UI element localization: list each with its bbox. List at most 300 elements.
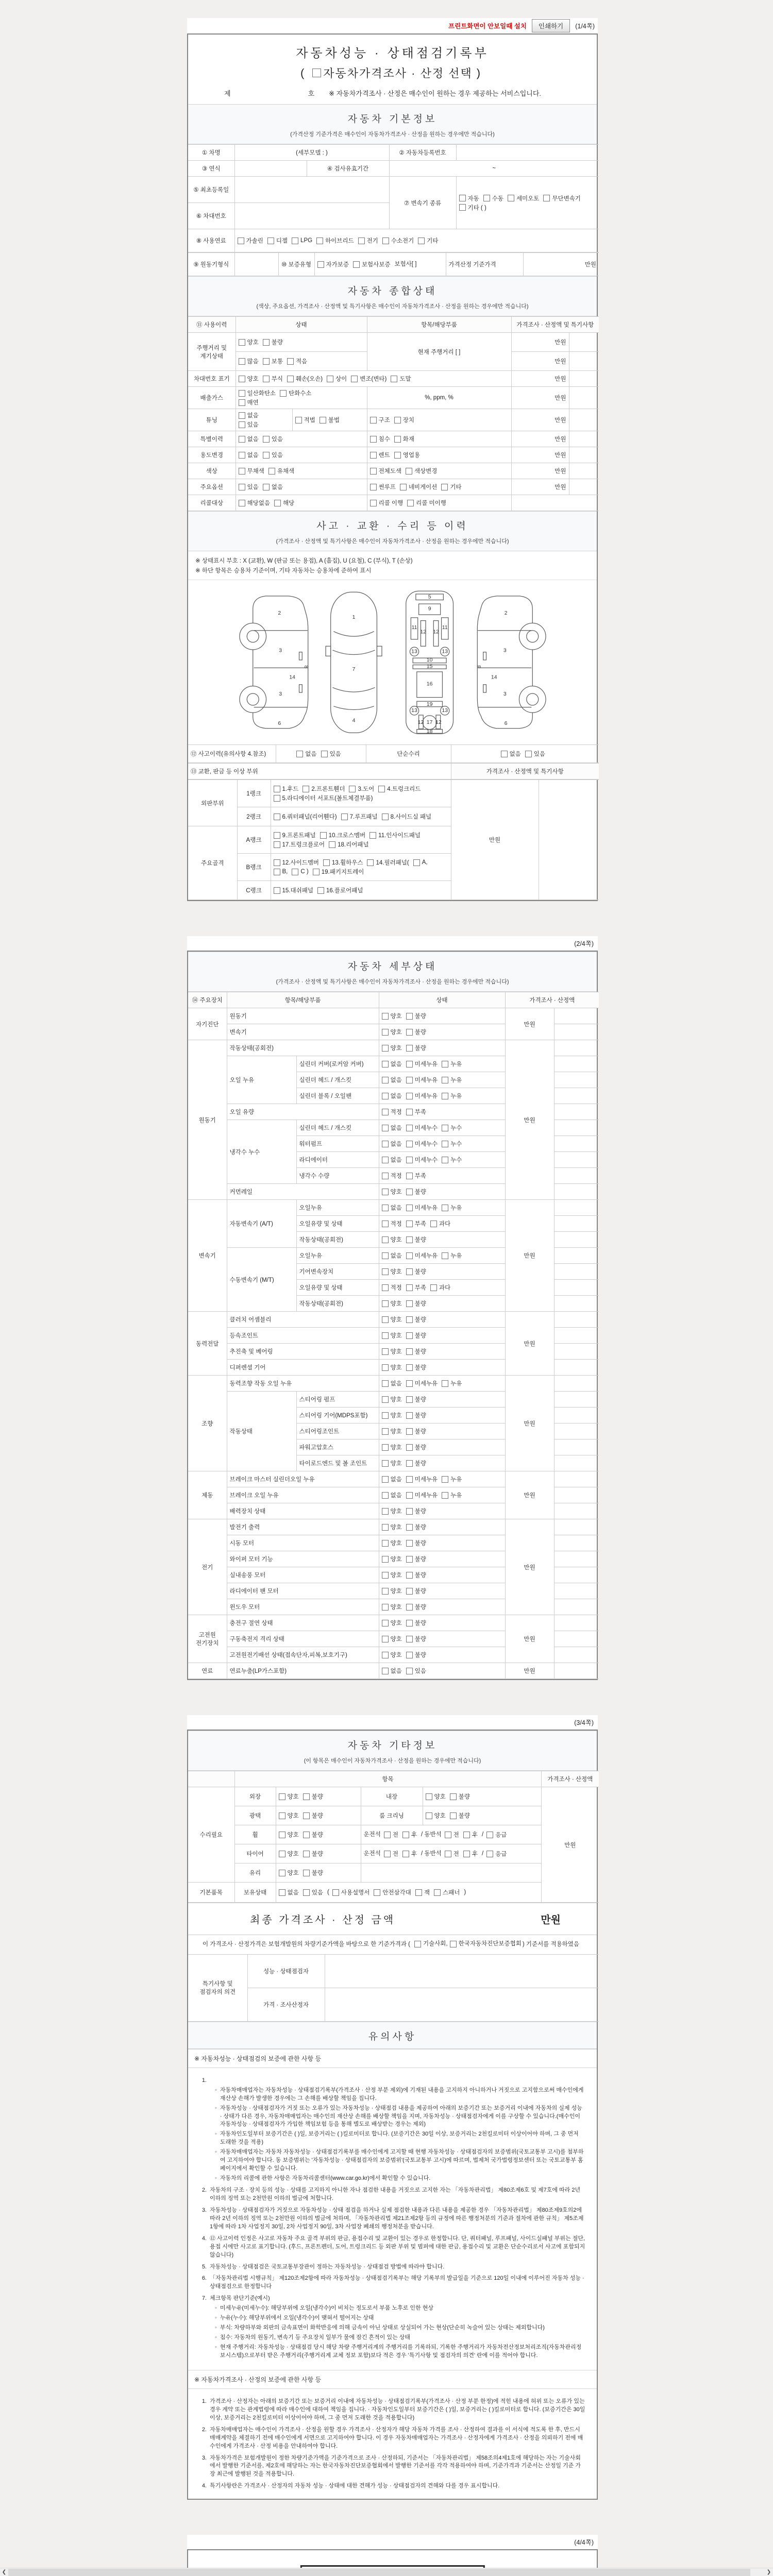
checkbox-icon [239, 436, 245, 443]
checkbox-option[interactable] [303, 1792, 323, 1801]
checkbox-option[interactable] [382, 1172, 402, 1180]
checkbox-option[interactable] [406, 1315, 426, 1324]
checkbox-option[interactable] [303, 1850, 323, 1858]
checkbox-icon [406, 1364, 413, 1371]
checkbox-option[interactable] [274, 840, 325, 849]
checkbox-option[interactable] [317, 886, 363, 894]
form-table [188, 144, 599, 252]
price-cell: 만원 [511, 479, 569, 495]
checkbox-option[interactable] [406, 1347, 426, 1355]
value-cell: ⑬ 교환, 판금 등 이상 부위 [188, 764, 451, 779]
checkbox-icon [263, 376, 270, 382]
value-cell: 단순수리 [366, 745, 451, 763]
notice-text: 자동차성능 · 상태점검은 국토교통부장관이 정하는 자동차성능 · 상태점검 방법에 따라야 합니다. [210, 2263, 445, 2270]
checkbox-option[interactable] [406, 1251, 438, 1260]
checkbox-icon [303, 1870, 310, 1876]
checkbox-option[interactable] [239, 499, 270, 507]
checkbox-option[interactable] [274, 794, 373, 802]
checkbox-option[interactable] [296, 750, 316, 758]
checkbox-option[interactable] [450, 1792, 470, 1801]
checkbox-option[interactable] [406, 1539, 426, 1547]
checkbox-option[interactable] [287, 357, 307, 365]
checkbox-option[interactable] [321, 750, 341, 758]
checkbox-option[interactable] [382, 1571, 402, 1579]
scrollbar-thumb[interactable] [8, 2569, 750, 2576]
checkbox-option[interactable] [382, 1539, 402, 1547]
label-cell: 타이어 [234, 1844, 276, 1863]
checkbox-option[interactable] [406, 1491, 438, 1499]
checkbox-option[interactable] [406, 1475, 438, 1483]
checkbox-option[interactable] [434, 1888, 460, 1896]
checkbox-option[interactable] [406, 467, 437, 475]
checkbox-option[interactable] [382, 1188, 402, 1196]
checkbox-option[interactable] [406, 1635, 426, 1643]
checkbox-option[interactable] [426, 1811, 446, 1820]
checkbox-option[interactable] [382, 1491, 402, 1499]
checkbox-icon [382, 1364, 389, 1371]
checkbox-option[interactable] [320, 416, 340, 424]
checkbox-option[interactable] [402, 1831, 417, 1839]
checkbox-option[interactable] [280, 389, 311, 397]
checkbox-option[interactable] [406, 1443, 426, 1451]
checkbox-option[interactable] [406, 1156, 438, 1164]
checkbox-option[interactable] [295, 416, 315, 424]
checkbox-option[interactable] [382, 1587, 402, 1595]
checkbox-option[interactable] [382, 236, 414, 245]
checkbox-option[interactable] [382, 1044, 402, 1052]
header-cell: 항목/해당부품 [227, 992, 379, 1008]
checkbox-option[interactable] [382, 1475, 402, 1483]
notice-text: 자동차성능 · 상태점검자가 거짓으로 자동차성능 · 상태 점검을 하거나 실제 점검한 내용과 다른 내용을 제공한 경우 「자동차관리법」 제80조제9호의2에 따라 2년 이하의 징역 또는 2천만원 이하의 벌금에 처하며, 「자동차관리법 제21조제2항 등의 규정에 따른 행정처분의 기준과 절차에 관한 규칙」 제5조제1항에 따라 1차 사업정지 30일, 2차 사업정지 90일, 3차 사업장 폐쇄의 행정처분을 받습니다. [210, 2207, 584, 2230]
checkbox-option[interactable] [382, 1204, 402, 1212]
checkbox-option[interactable] [303, 1869, 323, 1877]
checkbox-option[interactable] [274, 831, 316, 839]
checkbox-option[interactable] [370, 416, 390, 424]
checkbox-option[interactable] [382, 1251, 402, 1260]
checkbox-icon [321, 751, 328, 757]
checkbox-label: 없음 [305, 751, 317, 757]
checkbox-option[interactable] [268, 467, 294, 475]
checkbox-option[interactable] [303, 785, 345, 793]
checkbox-option[interactable] [382, 1395, 402, 1403]
checkbox-option[interactable] [406, 1172, 426, 1180]
checkbox-option[interactable] [274, 869, 288, 875]
checkbox-option[interactable] [263, 435, 283, 443]
checkbox-option[interactable] [442, 1491, 462, 1499]
checkbox-option[interactable] [316, 236, 354, 245]
checkbox-option[interactable] [442, 1156, 462, 1164]
checkbox-option[interactable] [382, 1379, 402, 1387]
checkbox-option[interactable] [370, 435, 390, 443]
checkbox-option[interactable] [382, 1347, 402, 1355]
checkbox-option[interactable] [279, 1831, 299, 1839]
checkbox-option[interactable] [239, 398, 259, 406]
checkbox-option[interactable] [382, 1219, 402, 1228]
notice-sub-text: 침수: 자동차의 원동기, 변속기 등 주요장치 일부가 물에 잠긴 흔적이 있는 상태 [220, 2334, 411, 2341]
checkbox-icon [406, 1268, 413, 1275]
checkbox-option[interactable] [274, 812, 337, 821]
checkbox-label: 불량 [414, 1620, 426, 1626]
value-cell: 와이퍼 모터 기능 [227, 1551, 379, 1567]
checkbox-option[interactable] [382, 1603, 402, 1611]
checkbox-option[interactable] [442, 1124, 462, 1132]
scroll-left-arrow[interactable]: ❮ [2, 2569, 7, 2575]
checkbox-option[interactable] [332, 1888, 370, 1896]
checkbox-option[interactable] [327, 375, 347, 383]
checkbox-label: 없음 [390, 1477, 402, 1483]
service-note: ※ 자동차가격조사 · 산정은 매수인이 원하는 경우 제공하는 서비스입니다. [329, 90, 542, 97]
checkbox-option[interactable] [442, 1076, 462, 1084]
checkbox-option[interactable] [406, 1124, 438, 1132]
checkbox-label: 장치 [402, 417, 414, 423]
checkbox-icon [263, 358, 270, 365]
checkbox-option[interactable] [394, 435, 414, 443]
label-cell: ⑩ 보증유형 [278, 253, 314, 276]
checkbox-option[interactable] [292, 238, 312, 244]
label-cell: ⑦ 변속기 종류 [389, 177, 456, 229]
checkbox-option[interactable] [543, 194, 581, 202]
checkbox-option[interactable] [450, 1940, 522, 1949]
checkbox-label: 구조 [378, 417, 390, 423]
checkbox-option[interactable] [382, 812, 431, 821]
checkbox-option[interactable] [406, 1283, 426, 1292]
checkbox-option[interactable] [406, 1267, 426, 1276]
checkbox-option[interactable] [430, 1219, 450, 1228]
checkbox-option[interactable] [442, 1140, 462, 1148]
checkbox-option[interactable] [382, 1076, 402, 1084]
checkbox-option[interactable] [382, 1427, 402, 1435]
checkbox-option[interactable] [406, 1012, 426, 1020]
checkbox-option[interactable] [382, 1140, 402, 1148]
label-cell: B랭크 [237, 854, 271, 881]
checkbox-option[interactable] [239, 411, 259, 419]
checkbox-option[interactable] [274, 858, 320, 867]
checkbox-option[interactable] [358, 236, 378, 245]
checkbox-option[interactable] [349, 785, 374, 793]
checkbox-option[interactable] [525, 750, 545, 758]
checkbox-option[interactable] [442, 1379, 462, 1387]
bullet-icon: ◦ [215, 2325, 217, 2331]
checkbox-option[interactable] [239, 467, 264, 475]
checkbox-option[interactable] [441, 483, 461, 491]
checkbox-option[interactable] [382, 1315, 402, 1324]
checkbox-option[interactable] [303, 1888, 323, 1896]
checkbox-label: 불량 [414, 1540, 426, 1547]
notice-number: 2. [201, 2426, 207, 2433]
checkbox-option[interactable] [382, 1363, 402, 1371]
notice-sub-item [215, 2314, 585, 2323]
checkbox-option[interactable] [406, 1555, 426, 1563]
checkbox-option[interactable] [303, 1831, 323, 1839]
checkbox-option[interactable] [382, 1635, 402, 1643]
checkbox-option[interactable] [406, 1587, 426, 1595]
checkbox-option[interactable] [450, 1811, 470, 1820]
checkbox-option[interactable] [313, 868, 364, 876]
checkbox-option[interactable] [459, 194, 479, 202]
checkbox-option[interactable] [442, 1475, 462, 1483]
checkbox-label: 훼손(오손) [295, 376, 323, 382]
checkbox-option[interactable] [445, 1831, 459, 1839]
checkbox-option[interactable] [442, 1060, 462, 1068]
value-cell [554, 1264, 599, 1280]
checkbox-icon [459, 195, 466, 201]
checkbox-option[interactable] [239, 483, 259, 491]
checkbox-option[interactable] [374, 1888, 411, 1896]
checkbox-option[interactable] [391, 375, 411, 383]
checkbox-label: 후 [472, 1851, 478, 1857]
checkbox-option[interactable] [400, 483, 438, 491]
print-button[interactable]: 인쇄하기 [532, 19, 570, 32]
checkbox-option[interactable] [238, 236, 263, 245]
checkbox-option[interactable] [263, 338, 283, 346]
checkbox-icon [382, 1332, 389, 1339]
checkbox-icon [430, 1221, 437, 1227]
label-cell: 외장 [234, 1787, 276, 1806]
checkbox-option[interactable] [382, 1012, 402, 1020]
checkbox-option[interactable] [292, 869, 308, 875]
checkbox-icon [406, 1556, 413, 1563]
checkbox-option[interactable] [508, 194, 539, 202]
checkbox-option[interactable] [382, 1028, 402, 1036]
checkbox-option[interactable] [378, 785, 421, 793]
checkbox-option[interactable] [382, 1619, 402, 1627]
checkbox-option[interactable] [382, 1092, 402, 1100]
checkbox-icon [501, 751, 508, 757]
checkbox-option[interactable] [394, 416, 414, 424]
checkbox-option[interactable] [394, 451, 420, 459]
checkbox-option[interactable] [317, 260, 349, 268]
checkbox-option[interactable] [413, 859, 428, 866]
checkbox-icon [406, 1077, 413, 1083]
checkbox-option[interactable] [445, 1850, 459, 1858]
price-cell: 만원 [505, 1312, 554, 1376]
checkbox-label: 누유 [450, 1077, 462, 1083]
checkbox-option[interactable] [415, 1888, 430, 1896]
checkbox-option[interactable] [406, 1427, 426, 1435]
checkbox-option[interactable] [384, 1850, 398, 1858]
checkbox-option[interactable] [353, 260, 391, 268]
value-cell [379, 1455, 505, 1471]
checkbox-option[interactable] [382, 1651, 402, 1659]
checkbox-label: 누유 [450, 1477, 462, 1483]
checkbox-option[interactable] [402, 1850, 417, 1858]
checkbox-option[interactable] [406, 1667, 426, 1675]
checkbox-icon [279, 1870, 285, 1876]
value-cell [379, 1024, 505, 1040]
checkbox-option[interactable] [239, 435, 259, 443]
value-cell [367, 409, 511, 431]
checkbox-icon [303, 1793, 310, 1800]
checkbox-option[interactable] [406, 1459, 426, 1467]
checkbox-option[interactable] [370, 499, 404, 507]
checkbox-option[interactable] [459, 204, 486, 212]
checkbox-icon [274, 859, 280, 866]
checkbox-option[interactable] [239, 338, 259, 346]
checkbox-option[interactable] [382, 1411, 402, 1419]
checkbox-option[interactable] [279, 1811, 299, 1820]
checkbox-option[interactable] [263, 451, 283, 459]
value-cell [276, 745, 366, 763]
checkbox-option[interactable] [406, 1044, 426, 1052]
checkbox-option[interactable] [426, 1792, 446, 1801]
checkbox-label: 없음 [390, 1061, 402, 1067]
checkbox-option[interactable] [239, 357, 259, 365]
value-cell [554, 1024, 599, 1040]
checkbox-option[interactable] [279, 1888, 299, 1896]
panel-number: 1 [352, 614, 355, 620]
checkbox-option[interactable] [486, 1831, 507, 1839]
checkbox-option[interactable] [406, 1076, 438, 1084]
checkbox-option[interactable] [384, 1831, 398, 1839]
checkbox-option[interactable] [382, 1299, 402, 1308]
checkbox-option[interactable] [406, 1028, 426, 1036]
checkbox-icon [239, 390, 245, 397]
value-cell [554, 1104, 599, 1120]
checkbox-option[interactable] [406, 1395, 426, 1403]
checkbox-option[interactable] [463, 1850, 478, 1858]
checkbox-option[interactable] [406, 1299, 426, 1308]
checkbox-option[interactable] [406, 1411, 426, 1419]
checkbox-option[interactable] [274, 886, 313, 894]
checkbox-option[interactable] [406, 1235, 426, 1244]
checkbox-option[interactable] [382, 1267, 402, 1276]
checkbox-label: 변조(변타) [360, 376, 387, 382]
checkbox-option[interactable] [406, 1571, 426, 1579]
checkbox-option[interactable] [239, 375, 259, 383]
bullet-icon: ◦ [215, 2344, 217, 2350]
checkbox-option[interactable] [382, 1523, 402, 1531]
value-cell [379, 1280, 505, 1296]
value-cell [234, 203, 389, 229]
checkbox-label: 잭 [424, 1890, 430, 1896]
checkbox-option[interactable] [279, 1869, 299, 1877]
checkbox-option[interactable] [463, 1831, 478, 1839]
checkbox-option[interactable] [406, 1108, 426, 1116]
value-cell [569, 387, 599, 409]
checkbox-option[interactable] [406, 1331, 426, 1340]
value-cell: 현재 주행거리 [ ] [367, 333, 511, 371]
value-cell [276, 1806, 361, 1825]
checkbox-option[interactable] [239, 389, 276, 397]
checkbox-option[interactable] [287, 375, 323, 383]
checkbox-option[interactable] [382, 1443, 402, 1451]
checkbox-option[interactable] [239, 420, 259, 429]
label-cell: ⑧ 사용연료 [188, 229, 234, 252]
checkbox-option[interactable] [370, 451, 390, 459]
checkbox-option[interactable] [406, 1523, 426, 1531]
checkbox-option[interactable] [382, 1235, 402, 1244]
checkbox-option[interactable] [263, 375, 283, 383]
section-detail-condition [188, 952, 597, 992]
checkbox-option[interactable] [382, 1555, 402, 1563]
checkbox-option[interactable] [406, 1188, 426, 1196]
checkbox-icon [406, 1205, 413, 1211]
checkbox-option[interactable] [442, 1204, 462, 1212]
install-notice-link[interactable]: 프린트화면이 안보일때 설치 [448, 23, 527, 30]
checkbox-option[interactable] [406, 1060, 438, 1068]
checkbox-option[interactable] [239, 451, 259, 459]
checkbox-option[interactable] [406, 1204, 438, 1212]
checkbox-option[interactable] [414, 1940, 448, 1949]
checkbox-icon [406, 468, 412, 474]
checkbox-option[interactable] [382, 1156, 402, 1164]
checkbox-option[interactable] [279, 1792, 299, 1801]
horizontal-scrollbar[interactable] [0, 2568, 773, 2576]
form-table [188, 763, 599, 779]
checkbox-option[interactable] [406, 1092, 438, 1100]
checkbox-option[interactable] [370, 483, 396, 491]
checkbox-option[interactable] [382, 1459, 402, 1467]
checkbox-icon [239, 376, 245, 382]
car-top-view [326, 592, 382, 733]
checkbox-option[interactable] [486, 1850, 507, 1858]
checkbox-option[interactable] [323, 858, 363, 867]
checkbox-option[interactable] [312, 65, 472, 81]
checkbox-option[interactable] [406, 1219, 426, 1228]
checkbox-icon [406, 1652, 413, 1658]
checkbox-option[interactable] [303, 1811, 323, 1820]
checkbox-option[interactable] [501, 750, 521, 758]
checkbox-icon [279, 1793, 285, 1800]
checkbox-option[interactable] [407, 499, 446, 507]
checkbox-option[interactable] [369, 831, 421, 839]
checkbox-option[interactable] [382, 1124, 402, 1132]
checkbox-option[interactable] [382, 1667, 402, 1675]
checkbox-option[interactable] [382, 1108, 402, 1116]
header-cell: 항목/해당부품 [367, 317, 511, 333]
checkbox-option[interactable] [267, 236, 288, 245]
checkbox-option[interactable] [430, 1283, 450, 1292]
checkbox-option[interactable] [382, 1060, 402, 1068]
checkbox-option[interactable] [382, 1283, 402, 1292]
checkbox-option[interactable] [320, 831, 366, 839]
checkbox-option[interactable] [406, 1651, 426, 1659]
checkbox-option[interactable] [418, 236, 438, 245]
checkbox-option[interactable] [382, 1507, 402, 1515]
checkbox-option[interactable] [279, 1850, 299, 1858]
checkbox-icon [414, 1941, 421, 1947]
checkbox-option[interactable] [367, 858, 409, 867]
checkbox-option[interactable] [483, 194, 503, 202]
price-cell: 만원 [451, 780, 539, 900]
label-cell: 고전원 전기장치 [188, 1615, 227, 1663]
checkbox-option[interactable] [406, 1140, 438, 1148]
checkbox-option[interactable] [274, 499, 294, 507]
checkbox-icon [415, 1889, 422, 1896]
checkbox-icon [418, 238, 425, 244]
checkbox-option[interactable] [406, 1507, 426, 1515]
checkbox-option[interactable] [274, 785, 299, 793]
notice-item [199, 2207, 585, 2231]
checkbox-option[interactable] [382, 1331, 402, 1340]
checkbox-option[interactable] [442, 1092, 462, 1100]
checkbox-option[interactable] [406, 1603, 426, 1611]
checkbox-label: 5.라디에이터 서포트(볼트체결부품) [282, 795, 373, 802]
checkbox-option[interactable] [406, 1379, 438, 1387]
checkbox-option[interactable] [263, 357, 283, 365]
scroll-right-arrow[interactable]: ❯ [766, 2569, 771, 2575]
checkbox-option[interactable] [406, 1619, 426, 1627]
checkbox-option[interactable] [341, 812, 378, 821]
checkbox-option[interactable] [406, 1363, 426, 1371]
checkbox-option[interactable] [370, 467, 401, 475]
checkbox-option[interactable] [329, 840, 368, 849]
checkbox-option[interactable] [442, 1251, 462, 1260]
checkbox-label: 미세누유 [414, 1061, 438, 1067]
checkbox-option[interactable] [263, 483, 283, 491]
checkbox-label: 누수 [450, 1141, 462, 1147]
checkbox-option[interactable] [351, 375, 386, 383]
